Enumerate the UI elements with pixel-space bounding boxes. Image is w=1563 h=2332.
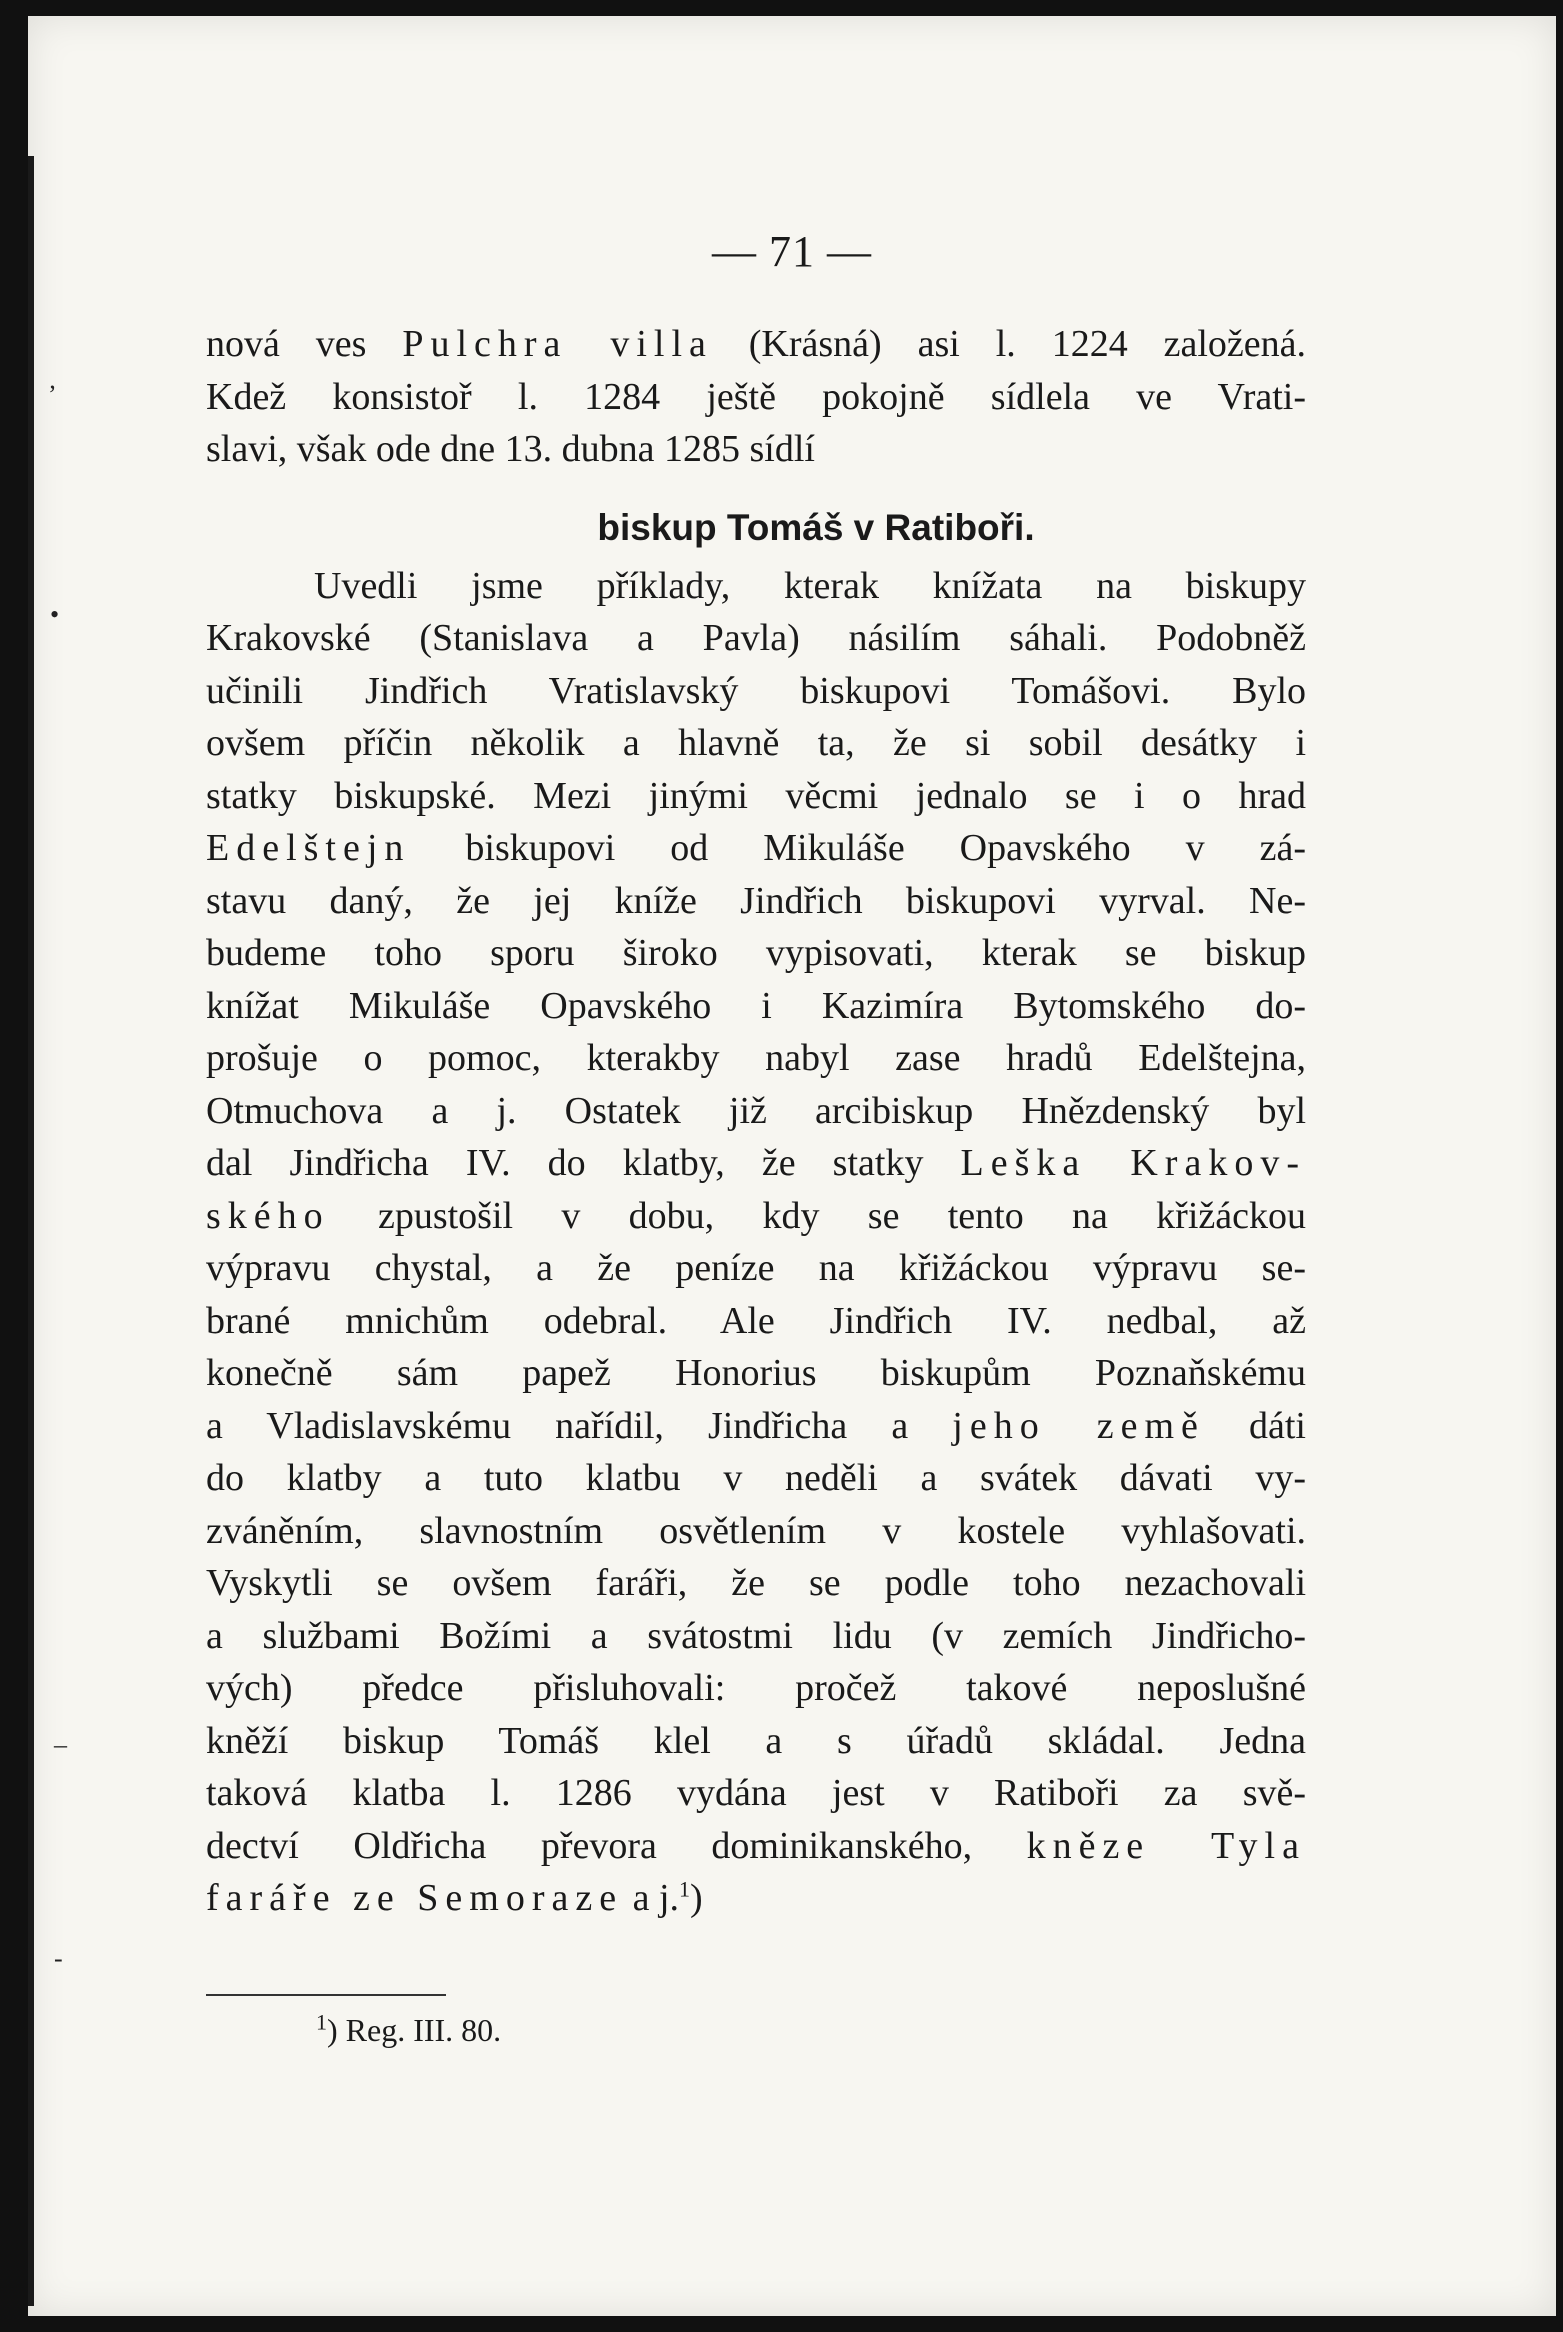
section-heading: biskup Tomáš v Ratiboři. (597, 506, 1035, 548)
text-line: vých) předce přisluhovali: pročež takové neposlušné (206, 1667, 1306, 1709)
text-line: Edelštejn biskupovi od Mikuláše Opavského v zá- (206, 827, 1306, 869)
text-line: stavu daný, že jej kníže Jindřich biskupovi vyrval. Ne- (206, 879, 1306, 922)
text-line: slavi, však ode dne 13. dubna 1285 sídlí (206, 428, 815, 470)
text-line: ovšem příčin několik a hlavně ta, že si sobil desátky i (206, 722, 1306, 764)
footnote-ref: 1 (679, 1876, 691, 1902)
text-line: konečně sám papež Honorius biskupům Poznaňskému (206, 1352, 1306, 1394)
text-line: brané mnichům odebral. Ale Jindřich IV. nedbal, až (206, 1299, 1306, 1342)
text-line: dectví Oldřicha převora dominikanského, kněze Tyla (206, 1824, 1306, 1867)
text-line: Uvedli jsme příklady, kterak knížata na biskupy (314, 564, 1306, 607)
page-number: — 71 — (712, 227, 872, 276)
text-line: Otmuchova a j. Ostatek již arcibiskup Hnězdenský byl (206, 1089, 1306, 1132)
text-line: nová ves Pulchra villa (Krásná) asi l. 1224 založená. (206, 323, 1306, 365)
text-line: faráře ze Semoraze a j.$^1$) (206, 1876, 703, 1919)
margin-mark: • (50, 600, 60, 629)
text-line: prošuje o pomoc, kterakby nabyl zase hradů Edelštejna, (206, 1037, 1306, 1079)
text-line: dal Jindřicha IV. do klatby, že statky Leška Krakov- (206, 1142, 1306, 1184)
text-line: taková klatba l. 1286 vydána jest v Ratiboři za svě- (206, 1772, 1306, 1814)
footnote (316, 2009, 502, 2049)
text-line: Krakovské (Stanislava a Pavla) násilím sáhali. Podobněž (206, 617, 1306, 659)
text-line: zváněním, slavnostním osvětlením v kostele vyhlašovati. (206, 1509, 1306, 1552)
margin-mark: – (54, 1730, 67, 1759)
text-line: do klatby a tuto klatbu v neděli a svátek dávati vy- (206, 1457, 1306, 1499)
text-line: Kdež konsistoř l. 1284 ještě pokojně sídlela ve Vrati- (206, 375, 1306, 418)
binding-edge (28, 156, 34, 2306)
body-text (206, 318, 1306, 1925)
text-line: učinili Jindřich Vratislavský biskupovi Tomášovi. Bylo (206, 669, 1306, 712)
text-line: Vyskytli se ovšem faráři, že se podle toho nezachovali (206, 1562, 1306, 1604)
footnote-divider (206, 1994, 446, 1996)
text-line: knížat Mikuláše Opavského i Kazimíra Bytomského do- (206, 984, 1306, 1027)
text-line: a Vladislavskému nařídil, Jindřicha a jeho země dáti (206, 1404, 1306, 1447)
text-line: a službami Božími a svátostmi lidu (v zemích Jindřicho- (206, 1614, 1306, 1657)
text-line: výpravu chystal, a že peníze na křižáckou výpravu se- (206, 1247, 1306, 1289)
footnote-marker: 1 (316, 2009, 327, 2035)
margin-mark: - (54, 1944, 63, 1973)
text-line: ského zpustošil v dobu, kdy se tento na křižáckou (206, 1194, 1306, 1237)
text-line: statky biskupské. Mezi jinými věcmi jednalo se i o hrad (206, 774, 1306, 817)
text-line: budeme toho sporu široko vypisovati, kterak se biskup (206, 932, 1306, 974)
footnote-text: ) Reg. III. 80. (327, 2012, 502, 2048)
text-line: kněží biskup Tomáš klel a s úřadů skládal. Jedna (206, 1719, 1306, 1762)
margin-mark: ʼ (48, 380, 57, 409)
